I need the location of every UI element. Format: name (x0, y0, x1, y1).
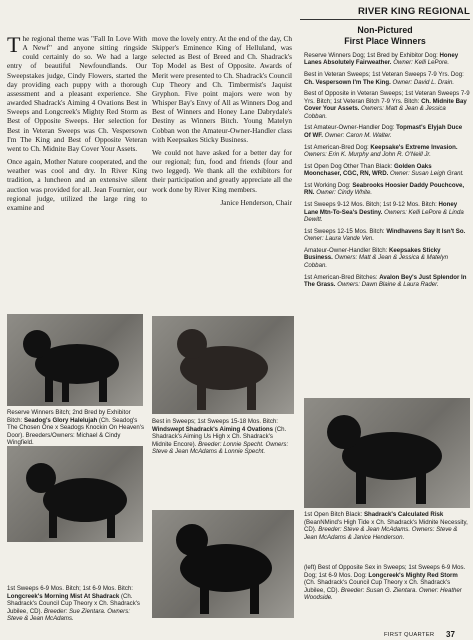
caption-2: Best in Sweeps; 1st Sweeps 15-18 Mos. Bitch: Windswept Shadrack's Aiming 4 Ovations (Ch. Shadrack's Aiming Us High x Ch. Shadrack's Midnite Encore). Breeder: Lonnie Specht. Owners: Steve & Jean McAdams & Lonnie Specht. (152, 418, 289, 456)
winner-entry: 1st Open Dog Other Than Black: Golden Oaks Moonchaser, CGC, RN, WRD. Owner: Susan Leigh Grant. (304, 162, 464, 178)
newfoundland-silhouette-icon (152, 510, 294, 618)
drop-cap: T (7, 32, 21, 57)
intro-paragraph-4: We could not have asked for a better day for our regional; fun, food and friends (four and two legged). We thank all the exhibitors for their participation and greatly appreciate all the work done by River King members. (152, 147, 292, 194)
winner-entry: Reserve Winners Dog; 1st Bred by Exhibitor Dog: Honey Lanes Absolutely Fairweather. Owner: Kelli LePore. (304, 52, 459, 67)
winner-entry: Best of Opposite in Veteran Sweeps; 1st Veteran Sweeps 7-9 Yrs. Bitch; 1st Veteran Bitch 7-9 Yrs. Bitch: Ch. Midnite Bay Cover Your Assets. Owners: Matt & Jean & Jessica Cobban. (304, 90, 470, 120)
winner-entry: 1st Sweeps 12-15 Mos. Bitch: Windhavens Say It Isn't So. Owner: Laura Vande Ven. (304, 227, 466, 243)
caption-3: 1st Sweeps 6-9 Mos. Bitch; 1st 6-9 Mos. Bitch: Longcreek's Morning Mist At Shadrack (Ch. Shadrack's Council Cup Theory x Ch. Shadrack's Jubilee, CD). Breeder: Sue Zientara. Owners: Steve & Jean McAdams. (7, 585, 140, 623)
header-rule (300, 19, 470, 20)
section-header: RIVER KING REGIONAL (357, 6, 470, 17)
winner-entry: 1st Sweeps 9-12 Mos. Bitch; 1st 9-12 Mos. Bitch: Honey Lane Mtn-To-Sea's Destiny. Owners: Kelli LePore & Linda Dewitt. (304, 201, 464, 224)
winner-entry: 1st Amateur-Owner-Handler Dog: Topmast's Elyjah Duce Of WF. Owner: Caron M. Walter. (304, 124, 463, 139)
dog-photo-3 (7, 446, 143, 542)
winner-entry: Amateur-Owner-Handler Bitch: Keepsakes Sticky Business. Owners: Matt & Jean & Jessica & Matelyn Cobban. (304, 247, 448, 269)
newfoundland-silhouette-icon (152, 316, 294, 414)
signature: Janice Henderson, Chair (220, 197, 292, 207)
winner-entry: Best in Veteran Sweeps; 1st Veteran Sweeps 7-9 Yrs. Dog: Ch. Vespersown I'm The King. Owner: David L. Drain. (304, 71, 464, 86)
newfoundland-silhouette-icon (304, 398, 470, 508)
winners-list (304, 52, 470, 293)
intro-paragraph-3: move the lovely entry. At the end of the day, Ch Skipper's Eminence King of Helluland, was selected as Best of Breed and Ch. Shadrack's Top Model as Best of Opposite. Awards of Merit were presented to Ch. Shadrack's Council Cup Theory and Ch. Timbermist's Jaquist Gryphon. Five point majors were won by Whisper Bay's Envy of All as Winners Dog and Best of Winners and Honey Lane Dabrydale's Destiny as Winners Bitch. Young Matelyn Cobban won the Amateur-Owner-Handler class with Keepsakes Sticky Business. (152, 34, 292, 144)
non-pictured-title: Non-Pictured First Place Winners (344, 25, 426, 46)
winner-entry: 1st Working Dog: Seabrooks Hoosier Daddy Pouchcove, RN. Owner: Cindy White. (304, 182, 465, 197)
intro-paragraph-2: Once again, Mother Nature cooperated, and the weather was cool and dry. In River King tradition, a luncheon and an extensive silent auction was provided for all. Jean Fournier, our regional judge, utilized the large ring to examine and (7, 157, 147, 212)
page-number: 37 (446, 630, 455, 639)
dog-photo-5 (304, 398, 470, 508)
issue-label: FIRST QUARTER (384, 632, 435, 638)
dog-photo-1 (7, 314, 143, 406)
newfoundland-silhouette-icon (7, 314, 143, 406)
caption-5: (left) Best of Opposite Sex in Sweeps; 1st Sweeps 6-9 Mos. Dog; 1st 6-9 Mos. Dog: Longcreek's Mighty Red Storm (Ch. Shadrack's Council Cup Theory x Ch. Shadrack's Jubilee, CD). Breeder: Susan G. Zientara. Owner: Heather Woodside. (304, 564, 466, 602)
winner-entry: 1st American-Bred Bitches: Avalon Bey's Just Splendor In The Grass. Owners: Dawn Blaine & Laura Rader. (304, 273, 467, 289)
article-column-2 (152, 34, 292, 211)
article-column-1 (7, 34, 147, 216)
newfoundland-silhouette-icon (7, 446, 143, 542)
caption-4: 1st Open Bitch Black: Shadrack's Calculated Risk (BeanNMind's High Tide x Ch. Shadrack's Midnite Necessity, CD). Breeder: Steve & Jean McAdams. Owners: Steve & Jean McAdams & Janice Henderson. (304, 511, 468, 541)
winner-entry: 1st American-Bred Dog: Keepsake's Extreme Invasion. Owners: Erin K. Murphy and John R. O'Neill Jr. (304, 143, 458, 159)
intro-paragraph-1: The regional theme was "Fall In Love With A Newf" and anyone sitting ringside could certainly do so. We had a large entry of beautiful Newfoundlands. Our Sweepstakes judge, Cindy Flowers, started the day providing each puppy with a thorough assessment and a pleasant experience. She awarded Shadrack's Aiming 4 Ovations Best in Sweeps and Longcreek's Mighty Red Storm as Best of Opposite Sweeps. Her selection for Best in Veteran Sweeps was Ch. Vespersown I'm The King and Best of Opposite Veteran went to Ch. Midnite Bay Cover Your Assets. (7, 32, 147, 153)
dog-photo-4 (152, 510, 294, 618)
dog-photo-2 (152, 316, 294, 414)
caption-1: Reserve Winners Bitch; 2nd Bred by Exhibitor Bitch: Seadog's Glory Halelujah (Ch. Seadog's The Chosen One x Seadogs Knockin On Heaven's Door). Breeders/Owners: Michael & Cindy Wingfield. (7, 409, 144, 447)
